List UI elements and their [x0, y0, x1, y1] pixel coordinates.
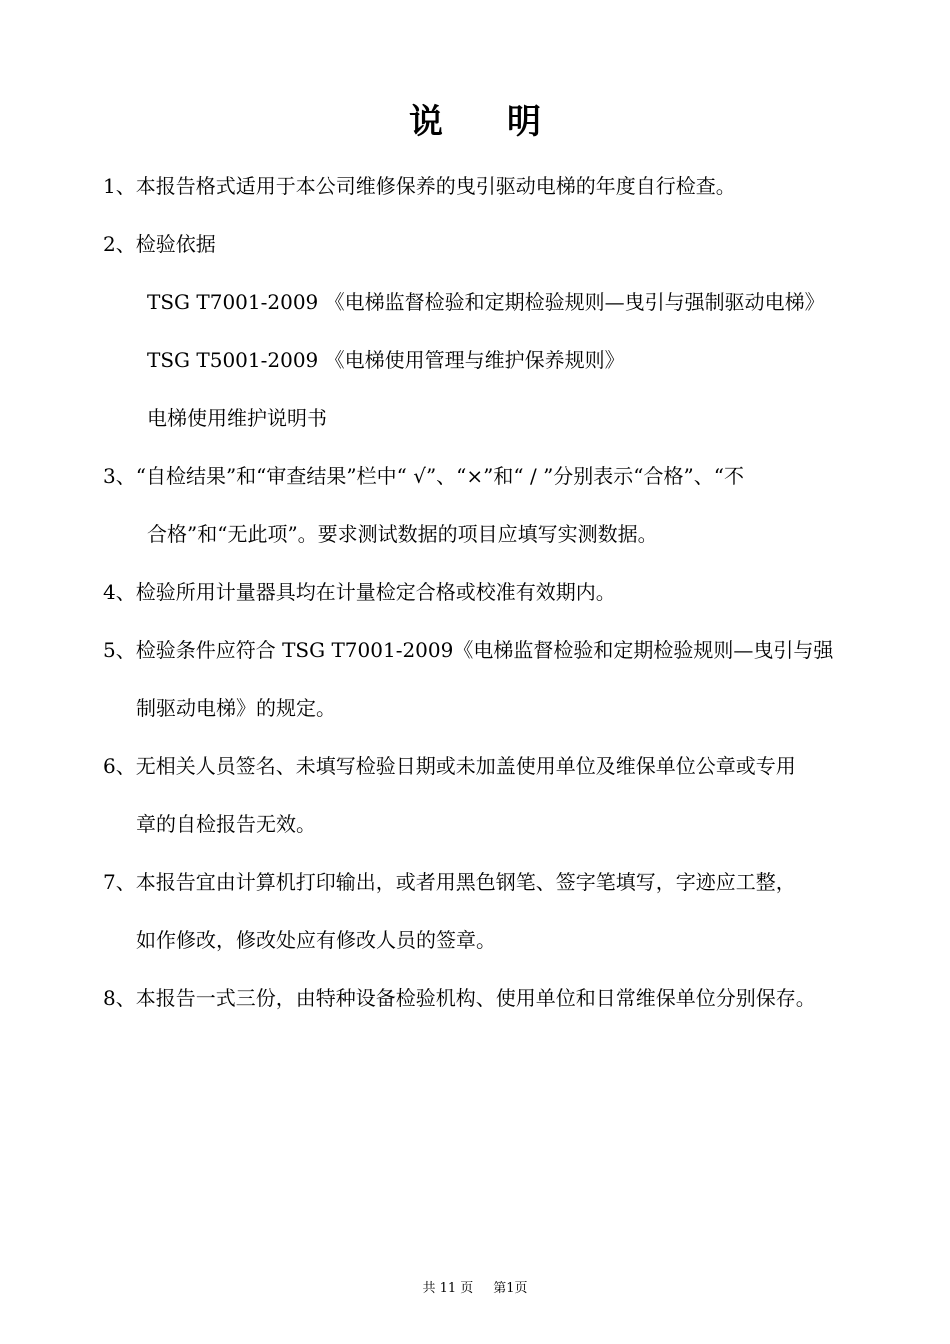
page-title: 说明: [409, 102, 605, 142]
current-page: 第1页: [493, 1281, 528, 1296]
page-footer: [0, 1280, 950, 1298]
item-text: 无相关人员签名、未填写检验日期或未加盖使用单位及维保单位公章或专用: [135, 754, 796, 778]
list-item-1: [103, 172, 736, 200]
list-item-5: [103, 636, 833, 664]
item-continuation: 制驱动电梯》的规定。: [136, 696, 336, 720]
item-text: 本报告宜由计算机打印输出，或者用黑色钢笔、签字笔填写，字迹应工整，: [135, 870, 796, 894]
list-item-6: [103, 752, 796, 780]
item-text: 检验依据: [135, 232, 216, 256]
item-number: 7、: [103, 870, 136, 894]
item-continuation: 章的自检报告无效。: [136, 812, 316, 836]
item-number: 2、: [103, 232, 136, 256]
item-text: “自检结果”和“审查结果”栏中“ √”、“×”和“ / ”分别表示“合格”、“不: [135, 464, 744, 488]
item-continuation: 如作修改，修改处应有修改人员的签章。: [136, 928, 496, 952]
list-item-7: [103, 868, 796, 896]
total-pages: 共 11 页: [422, 1281, 474, 1296]
item-text: 本报告一式三份，由特种设备检验机构、使用单位和日常维保单位分别保存。: [135, 986, 816, 1010]
list-item-8: [103, 984, 816, 1012]
list-item-2: [103, 230, 216, 258]
list-item-4: [103, 578, 616, 606]
list-item-3: [103, 462, 744, 490]
item-text: 本报告格式适用于本公司维修保养的曳引驱动电梯的年度自行检查。: [135, 174, 736, 198]
item-number: 3、: [103, 464, 136, 488]
item-text: 检验所用计量器具均在计量检定合格或校准有效期内。: [135, 580, 616, 604]
item-number: 1、: [103, 174, 136, 198]
item-text: 检验条件应符合 TSG T7001-2009《电梯监督检验和定期检验规则—曳引与强: [135, 638, 834, 662]
item-continuation: 合格”和“无此项”。要求测试数据的项目应填写实测数据。: [147, 522, 658, 546]
item-number: 4、: [103, 580, 136, 604]
reference-standard-1: TSG T7001-2009 《电梯监督检验和定期检验规则—曳引与强制驱动电梯》: [147, 290, 825, 314]
reference-manual: 电梯使用维护说明书: [147, 406, 327, 430]
item-number: 6、: [103, 754, 136, 778]
item-number: 8、: [103, 986, 136, 1010]
reference-standard-2: TSG T5001-2009 《电梯使用管理与维护保养规则》: [147, 348, 625, 372]
item-number: 5、: [103, 638, 136, 662]
